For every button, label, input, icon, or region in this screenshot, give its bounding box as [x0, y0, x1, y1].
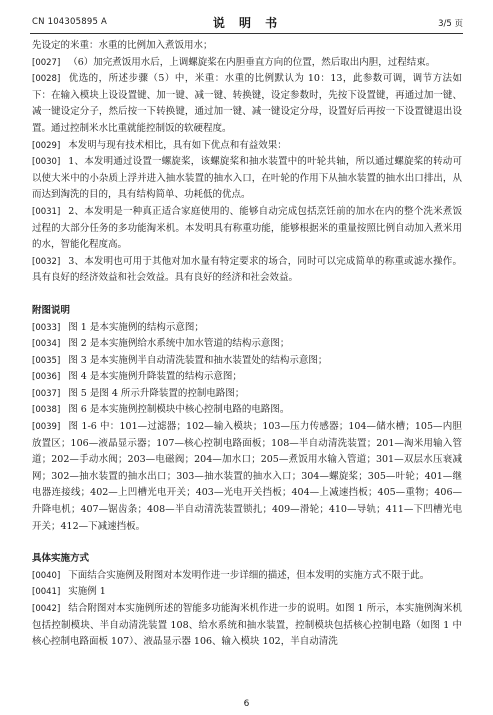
- paragraph-number: [0036]: [32, 372, 61, 383]
- paragraph: [32, 138, 462, 155]
- page-header: [32, 14, 463, 32]
- page-number: 6: [243, 699, 250, 709]
- paragraph-text: 图 2 是本实施例给水系统中加水管道的结构示意图；: [68, 338, 290, 350]
- paragraph: [32, 353, 462, 370]
- paragraph-text: 图 1 是本实施例的结构示意图；: [68, 321, 204, 333]
- paragraph: [32, 38, 462, 55]
- paragraph: [32, 369, 462, 386]
- paragraph-number: [0038]: [32, 405, 61, 416]
- paragraph-text: 优选的，所述步骤（5）中，米重：水重的比例默认为 10：13，此参数可调，调节方法如下：在输入模块上设设置键、加一键、减一键、转换键，设定参数时，先按下设置键，再通过加一键、减一键设定分子，然后按一下转换键，通过加一键、减一键设定分母，设置好后再按一下设置键退出设置。通过控制米水比重就能控制饭的软硬程度。: [32, 73, 462, 134]
- paragraph: [32, 320, 462, 337]
- paragraph-text: 实施例 1: [68, 586, 106, 598]
- paragraph-text: 图 5 是图 4 所示升降装置的控制电路图；: [68, 387, 245, 399]
- paragraph-number: [0037]: [32, 388, 61, 399]
- paragraph-number: [0030]: [32, 157, 61, 168]
- paragraph-number: [0032]: [32, 256, 61, 267]
- paragraph-text: 1、本发明通过设置一螺旋桨，该螺旋桨和抽水装置中的叶轮共轴，所以通过螺旋桨的转动可以使大米中的小杂质上浮并进入抽水装置的抽水入口，在叶轮的作用下从抽水装置的抽水出口排出，从而达到淘洗的目的，具有结构简单、功耗低的优点。: [32, 156, 462, 201]
- paragraph-number: [0039]: [32, 422, 61, 433]
- paragraph-text: 3、本发明也可用于其他对加水量有特定要求的场合，同时可以完成简单的称重或滤水操作。具有良好的经济效益和社会效益。具有良好的经济和社会效益。: [32, 255, 462, 284]
- doc-title: 说 明 书: [212, 16, 283, 30]
- paragraph-number: [0029]: [32, 140, 61, 151]
- document-body: [32, 38, 462, 651]
- paragraph: [32, 154, 462, 204]
- paragraph-number: [0040]: [32, 570, 61, 581]
- doc-number: CN 104305895 A: [32, 17, 107, 27]
- paragraph: [32, 336, 462, 353]
- paragraph-number: [0041]: [32, 587, 61, 598]
- paragraph-text: 图 4 是本实施例升降装置的结构示意图；: [68, 371, 242, 383]
- paragraph-text: 先设定的米重：水重的比例加入煮饭用水；: [32, 40, 213, 51]
- paragraph-number: [0033]: [32, 322, 61, 333]
- paragraph-number: [0042]: [32, 604, 61, 614]
- paragraph-text: 图 3 是本实施例半自动清洗装置和抽水装置处的结构示意图；: [68, 354, 328, 366]
- paragraph: [32, 601, 462, 651]
- paragraph: [32, 386, 462, 403]
- paragraph-text: 2、本发明是一种真正适合家庭使用的、能够自动完成包括烹饪前的加水在内的整个洗米煮饭过程的大部分任务的多功能淘米机。本发明具有称重功能，能够根据米的重量按照比例自动加入煮米用的水，智能化程度高。: [32, 205, 462, 251]
- paragraph-text: 图 1-6 中：101—过滤器；102—输入模块；103—压力传感器；104—储水槽；105—内胆放置区；106—液晶显示器；107—核心控制电路面板；108—半自动清洗装置；201—淘米用输入管道；202—手动水阀；203—电磁阀；204—加水口；205—煮饭用水输入管道；301—双层水压衰减网；302—抽水装置的抽水出口；303—抽水装置的抽水入口；304—螺旋桨；305—叶轮；401—继电器连接线；402—上凹槽光电开关；403—光电开关挡板；404—上减速挡板；405—重物；406—升降电机；407—锯齿条；408—半自动清洗装置锁扎；409—滑轮；410—导轨；411—下凹槽光电开关；412—下减速挡板。: [32, 421, 462, 532]
- page-indicator: 3/5 页: [438, 19, 463, 29]
- paragraph-text: 本发明与现有技术相比，具有如下优点和有益效果：: [68, 139, 287, 151]
- paragraph: [32, 402, 462, 419]
- section-heading: 附图说明: [32, 304, 71, 316]
- paragraph-text: 下面结合实施例及附图对本发明作进一步详细的描述，但本发明的实施方式不限于此。: [68, 569, 430, 581]
- section-heading: 具体实施方式: [32, 553, 90, 565]
- paragraph: [32, 204, 462, 254]
- paragraph-number: [0031]: [32, 206, 61, 217]
- paragraph-number: [0034]: [32, 339, 61, 350]
- paragraph: [32, 584, 462, 601]
- paragraph-number: [0027]: [32, 57, 61, 68]
- paragraph: [32, 71, 462, 137]
- paragraph-text: 图 6 是本实施例控制模块中核心控制电路的电路图。: [68, 404, 290, 416]
- paragraph: [32, 254, 462, 287]
- paragraph-text: 结合附图对本实施例所述的智能多功能淘米机作进一步的说明。如图 1 所示，本实施例淘米机包括控制模块、半自动清洗装置 108、给水系统和抽水装置，控制模块包括核心控制电路（如图 1 中核心控制电路面板 107）、液晶显示器 106、输入模块 102，半自动清洗: [32, 603, 462, 648]
- paragraph-text: （6）加完煮饭用水后，上调螺旋桨在内胆垂直方向的位置，然后取出内胆，过程结束。: [68, 56, 436, 68]
- section-gap: [32, 287, 462, 303]
- section-gap: [32, 535, 462, 551]
- paragraph-number: [0035]: [32, 355, 61, 366]
- paragraph: [32, 419, 462, 535]
- header-rule: [30, 33, 463, 34]
- paragraph-number: [0028]: [32, 74, 61, 85]
- paragraph: [32, 568, 462, 585]
- paragraph: [32, 55, 462, 72]
